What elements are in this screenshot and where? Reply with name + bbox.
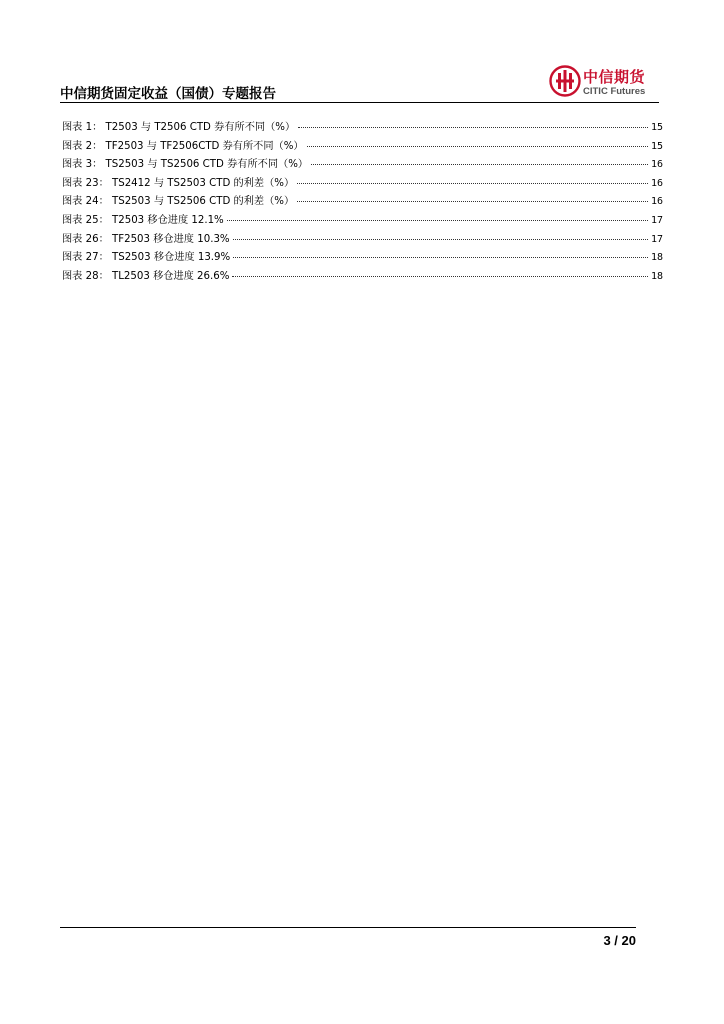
toc-dot-leader — [233, 238, 648, 240]
toc-entry-label[interactable]: 图表 24： TS2503 与 TS2506 CTD 的利差（%） — [62, 196, 295, 208]
toc-dot-leader — [311, 163, 648, 165]
page-number: 3 / 20 — [603, 933, 636, 948]
toc-entry-page[interactable]: 17 — [650, 233, 663, 245]
toc-entry-page[interactable]: 15 — [650, 122, 663, 133]
toc-entry-label[interactable]: 图表 27： TS2503 移仓进度 13.9% — [62, 252, 231, 264]
toc-entry[interactable] — [62, 211, 663, 230]
toc-dot-leader — [298, 126, 648, 128]
citic-futures-logo — [549, 65, 659, 99]
toc-dot-leader — [297, 200, 648, 202]
toc-entry-label[interactable]: 图表 25： T2503 移仓进度 12.1% — [62, 214, 224, 226]
toc-entry-page[interactable]: 16 — [650, 177, 663, 189]
toc-entry-label[interactable]: 图表 26： TF2503 移仓进度 10.3% — [62, 233, 230, 245]
toc-dot-leader — [233, 256, 648, 258]
toc-dot-leader — [227, 219, 648, 221]
toc-dot-leader — [297, 182, 648, 184]
figure-index-list — [62, 118, 663, 285]
footer-divider — [60, 927, 636, 928]
toc-entry[interactable] — [62, 267, 663, 286]
toc-entry[interactable] — [62, 174, 663, 193]
citic-logo-icon — [549, 65, 581, 97]
toc-entry[interactable] — [62, 230, 663, 249]
report-title: 中信期货固定收益（国债）专题报告 — [60, 86, 276, 102]
toc-entry-page[interactable]: 16 — [650, 196, 663, 208]
toc-entry-page[interactable]: 16 — [650, 159, 663, 171]
logo-chinese-text: 中信期货 — [583, 68, 646, 86]
toc-entry-label[interactable]: 图表 2： TF2503 与 TF2506CTD 券有所不同（%） — [62, 140, 304, 152]
toc-entry-label[interactable]: 图表 1： T2503 与 T2506 CTD 券有所不同（%） — [62, 122, 296, 133]
toc-entry[interactable] — [62, 155, 663, 174]
toc-entry-page[interactable]: 18 — [650, 252, 663, 264]
toc-entry[interactable] — [62, 118, 663, 137]
toc-entry-label[interactable]: 图表 28： TL2503 移仓进度 26.6% — [62, 270, 230, 282]
toc-entry[interactable] — [62, 137, 663, 156]
page-header — [60, 62, 659, 102]
toc-entry[interactable] — [62, 248, 663, 267]
toc-entry-page[interactable]: 18 — [650, 270, 663, 282]
logo-english-text: CITIC Futures — [583, 86, 646, 97]
toc-dot-leader — [307, 145, 648, 147]
toc-entry-label[interactable]: 图表 23： TS2412 与 TS2503 CTD 的利差（%） — [62, 177, 295, 189]
toc-entry-page[interactable]: 17 — [650, 214, 663, 226]
toc-dot-leader — [232, 275, 648, 277]
toc-entry-page[interactable]: 15 — [650, 140, 663, 152]
header-divider — [60, 102, 659, 103]
toc-entry[interactable] — [62, 192, 663, 211]
toc-entry-label[interactable]: 图表 3： TS2503 与 TS2506 CTD 券有所不同（%） — [62, 159, 309, 171]
